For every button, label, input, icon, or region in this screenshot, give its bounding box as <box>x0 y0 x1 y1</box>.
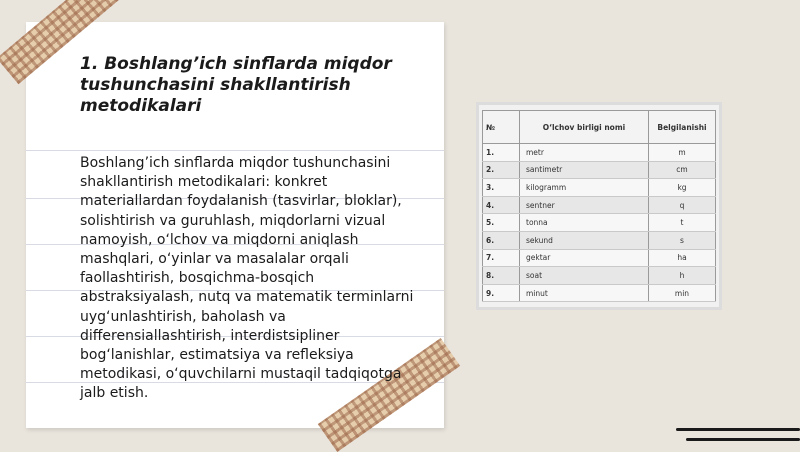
unit-name: kilogramm <box>520 179 649 197</box>
unit-name: metr <box>520 144 649 162</box>
unit-symbol: s <box>649 231 716 249</box>
row-number: 8. <box>483 267 520 285</box>
table-row <box>483 284 716 302</box>
header-number: № <box>483 111 520 144</box>
paper-rule-line <box>26 150 444 151</box>
table-row <box>483 249 716 267</box>
table-row <box>483 196 716 214</box>
units-table-image <box>476 102 722 310</box>
row-number: 2. <box>483 161 520 179</box>
unit-name: sentner <box>520 196 649 214</box>
unit-symbol: cm <box>649 161 716 179</box>
unit-name: sekund <box>520 231 649 249</box>
row-number: 9. <box>483 284 520 302</box>
slide-body-text: Boshlang’ich sinflarda miqdor tushunchasini shakllantirish metodikalari: konkret materiallardan foydalanish (tasvirlar, bloklar), solishtirish va guruhlash, miqdorlarni vizual namoyish, o‘lchov va miqdorni aniqlash mashqlari, o‘yinlar va masalalar orqali faollashtirish, bosqichma-bosqich abstraksiyalash, nutq va matematik terminlarni uyg‘unlashtirish, baholash va differensiallashtirish, interdistsipliner bog‘lanishlar, estimatsiya va refleksiya metodikasi, o‘quvchilarni mustaqil tadqiqotga jalb etish. <box>80 155 414 402</box>
decorative-line <box>676 428 800 431</box>
table-row <box>483 161 716 179</box>
table-row <box>483 267 716 285</box>
unit-name: tonna <box>520 214 649 232</box>
unit-name: soat <box>520 267 649 285</box>
unit-symbol: kg <box>649 179 716 197</box>
table-header-row <box>483 111 716 144</box>
unit-name: santimetr <box>520 161 649 179</box>
row-number: 6. <box>483 231 520 249</box>
header-symbol: Belgilanishi <box>649 111 716 144</box>
row-number: 5. <box>483 214 520 232</box>
row-number: 4. <box>483 196 520 214</box>
unit-symbol: min <box>649 284 716 302</box>
unit-symbol: h <box>649 267 716 285</box>
table-row <box>483 144 716 162</box>
table-row <box>483 179 716 197</box>
units-table <box>482 110 716 302</box>
table-row <box>483 214 716 232</box>
unit-name: gektar <box>520 249 649 267</box>
unit-symbol: q <box>649 196 716 214</box>
unit-symbol: ha <box>649 249 716 267</box>
unit-name: minut <box>520 284 649 302</box>
slide-title: 1. Boshlang’ich sinflarda miqdor tushunchasini shakllantirish metodikalari <box>80 54 392 116</box>
row-number: 1. <box>483 144 520 162</box>
header-unit-name: O‘lchov birligi nomi <box>520 111 649 144</box>
row-number: 3. <box>483 179 520 197</box>
unit-symbol: m <box>649 144 716 162</box>
table-row <box>483 231 716 249</box>
decorative-line <box>686 438 800 441</box>
row-number: 7. <box>483 249 520 267</box>
unit-symbol: t <box>649 214 716 232</box>
